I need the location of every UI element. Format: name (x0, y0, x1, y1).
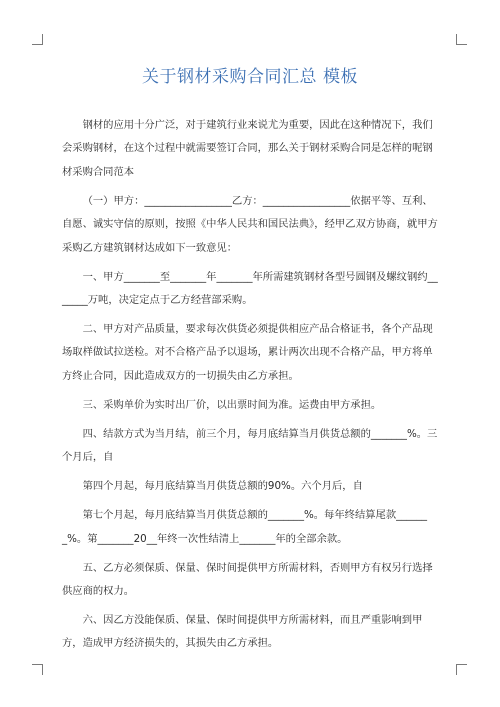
corner-mark-top-left (32, 34, 43, 45)
document-body (62, 114, 440, 656)
paragraph-clause-3: 三、采购单价为实时出厂价，以出票时间为准。运费由甲方承担。 (82, 398, 382, 411)
paragraph-clause-4: 四、结款方式为当月结，前三个月，每月底结算当月供货总额的_______%。三个月后，自 (62, 427, 438, 464)
paragraph-clause-4-cont-1: 第四个月起，每月底结算当月供货总额的90%。六个月后，自 (82, 480, 363, 493)
paragraph-clause-1: 一、甲方_______至_______年_______年所需建筑钢材各型号圆钢及螺纹钢约_______万吨，决定定点于乙方经营部采购。 (62, 270, 438, 307)
document-title: 关于钢材采购合同汇总 模板 (142, 67, 358, 87)
paragraph-intro: 钢材的应用十分广泛，对于建筑行业来说尤为重要，因此在这种情况下，我们会采购钢材，在这个过程中就需要签订合同，那么关于钢材采购合同是怎样的呢钢材采购合同范本 (62, 119, 433, 178)
corner-mark-bottom-left (32, 664, 43, 675)
corner-mark-top-right (456, 34, 467, 45)
paragraph-parties: （一）甲方：_________________乙方：_________________依据平等、互利、自愿、诚实守信的原则，按照《中华人民共和国民法典》，经甲乙双方协商，就甲方采购乙方建筑钢材达成如下一致意见： (62, 194, 438, 254)
paragraph-clause-4-cont-2: 第七个月起，每月底结算当月供货总额的_______%。每年终结算尾款_______%。第_______20__年终一次性结清上_______年的全部余款。 (62, 509, 428, 545)
paragraph-clause-5: 五、乙方必须保质、保量、保时间提供甲方所需材料，否则甲方有权另行选择供应商的权力。 (62, 561, 433, 598)
paragraph-clause-2: 二、甲方对产品质量，要求每次供货必须提供相应产品合格证书，各个产品现场取样做试拉送检。对不合格产品予以退场，累计两次出现不合格产品，甲方将单方终止合同，因此造成双方的一切损失由乙方承担。 (62, 323, 433, 382)
paragraph-clause-6: 六、因乙方没能保质、保量、保时间提供甲方所需材料，而且严重影响到甲方，造成甲方经济损失的，其损失由乙方承担。 (62, 614, 423, 650)
corner-mark-bottom-right (456, 664, 467, 675)
